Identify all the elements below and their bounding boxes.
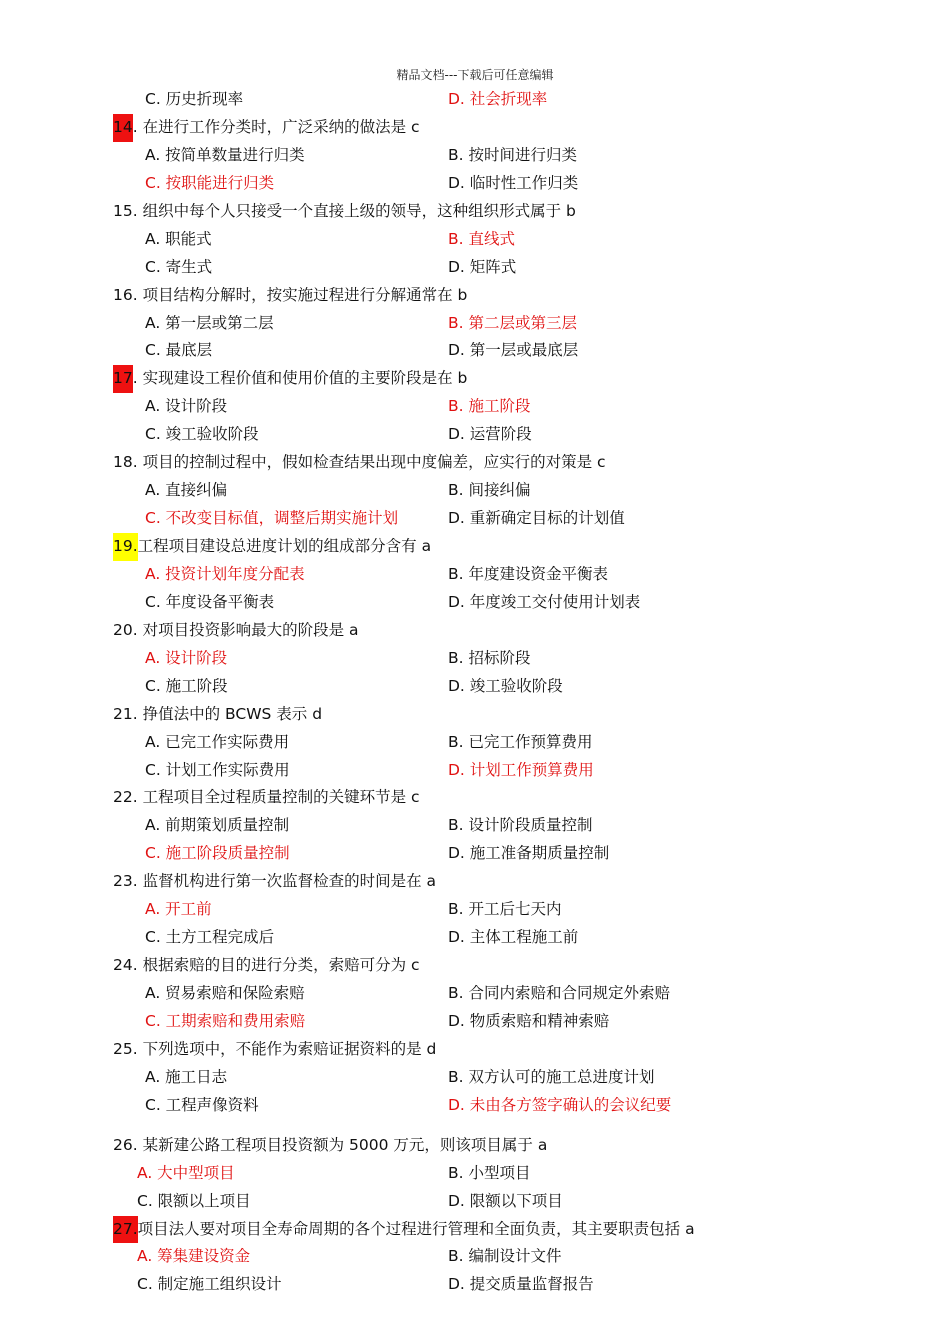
question-row (0, 449, 950, 477)
option: A. 已完工作实际费用 (145, 732, 290, 751)
question-text: . 监督机构进行第一次监督检查的时间是在 a (132, 872, 437, 891)
question-row (0, 198, 950, 226)
option: B. 设计阶段质量控制 (448, 816, 593, 835)
question-row (0, 533, 950, 561)
question-stem (113, 198, 576, 226)
option-row (0, 1160, 950, 1188)
page-header: 精品文档---下载后可任意编辑 (396, 68, 554, 82)
option: D. 临时性工作归类 (448, 173, 579, 192)
question-row (0, 868, 950, 896)
option-row (0, 840, 950, 868)
option-row (0, 729, 950, 757)
question-text: . 实现建设工程价值和使用价值的主要阶段是在 b (132, 369, 468, 388)
option: D. 第一层或最底层 (448, 341, 579, 360)
option: C. 年度设备平衡表 (145, 592, 275, 611)
question-text: 工程项目建设总进度计划的组成部分含有 a (137, 537, 432, 555)
option: D. 运营阶段 (448, 425, 532, 444)
question-row (0, 114, 950, 142)
question-stem (113, 365, 467, 393)
question-number: 20 (113, 620, 133, 639)
option-row (0, 1064, 950, 1092)
question-text: . 项目的控制过程中，假如检查结果出现中度偏差，应实行的对策是 c (132, 453, 606, 472)
question-number: 19. (113, 533, 138, 561)
option: D. 竣工验收阶段 (448, 676, 563, 695)
option-row (0, 673, 950, 701)
option-row (0, 142, 950, 170)
question-row (0, 784, 950, 812)
option: A. 第一层或第二层 (145, 313, 274, 332)
question-number: 26 (113, 1135, 133, 1154)
question-stem (113, 114, 420, 142)
option: A. 职能式 (145, 229, 212, 248)
option-row (0, 393, 950, 421)
option-row (0, 421, 950, 449)
question-row (0, 1216, 950, 1244)
correct-option: B. 施工阶段 (448, 397, 531, 416)
option-row (0, 226, 950, 254)
option: C. 工程声像资料 (145, 1095, 259, 1114)
question-stem (113, 617, 359, 645)
option-row (0, 896, 950, 924)
option-row (0, 645, 950, 673)
option-row (0, 86, 950, 114)
correct-option: B. 直线式 (448, 229, 515, 248)
correct-option: A. 开工前 (145, 900, 212, 919)
option: B. 合同内索赔和合同规定外索赔 (448, 984, 670, 1002)
question-number: 21 (113, 704, 133, 723)
question-text: . 挣值法中的 BCWS 表示 d (132, 704, 323, 723)
correct-option: A. 筹集建设资金 (137, 1247, 251, 1266)
question-number: 17 (113, 365, 133, 393)
option: B. 年度建设资金平衡表 (448, 564, 608, 583)
question-text: 项目法人要对项目全寿命周期的各个过程进行管理和全面负责，其主要职责包括 a (137, 1219, 695, 1238)
option: A. 设计阶段 (145, 397, 228, 416)
option: B. 按时间进行归类 (448, 145, 577, 164)
option: B. 招标阶段 (448, 648, 531, 667)
option: D. 限额以下项目 (448, 1191, 563, 1210)
option: A. 直接纠偏 (145, 481, 228, 500)
question-text: . 工程项目全过程质量控制的关键环节是 c (132, 788, 420, 807)
option-row (0, 757, 950, 785)
option: B. 小型项目 (448, 1163, 531, 1182)
question-row (0, 952, 950, 980)
correct-option: D. 社会折现率 (448, 90, 548, 108)
option-row (0, 1008, 950, 1036)
question-stem (113, 449, 606, 477)
correct-option: A. 大中型项目 (137, 1163, 235, 1182)
question-text: . 组织中每个人只接受一个直接上级的领导，这种组织形式属于 b (132, 201, 576, 220)
correct-option: C. 施工阶段质量控制 (145, 844, 290, 863)
option: C. 施工阶段 (145, 676, 228, 695)
option-row (0, 170, 950, 198)
option-row (0, 337, 950, 365)
question-stem (113, 952, 420, 980)
option-row (0, 477, 950, 505)
question-number: 16 (113, 285, 133, 304)
question-stem (113, 784, 420, 812)
option: D. 主体工程施工前 (448, 928, 579, 947)
option: C. 竣工验收阶段 (145, 425, 259, 444)
option-row (0, 812, 950, 840)
option: D. 矩阵式 (448, 257, 517, 276)
option-row (0, 561, 950, 589)
question-number: 18 (113, 453, 133, 472)
question-text: . 某新建公路工程项目投资额为 5000 万元，则该项目属于 a (132, 1135, 548, 1154)
question-row (0, 701, 950, 729)
question-row (0, 1036, 950, 1064)
option-row (0, 1188, 950, 1216)
option-row (0, 310, 950, 338)
option: D. 年度竣工交付使用计划表 (448, 592, 641, 611)
option: B. 双方认可的施工总进度计划 (448, 1067, 655, 1086)
option-row (0, 1092, 950, 1120)
question-text: . 在进行工作分类时，广泛采纳的做法是 c (132, 117, 420, 136)
question-list (0, 86, 950, 1299)
option: C. 土方工程完成后 (145, 928, 275, 947)
correct-option: A. 设计阶段 (145, 648, 228, 667)
question-number: 25 (113, 1039, 133, 1058)
option: A. 按简单数量进行归类 (145, 145, 305, 164)
question-number: 14 (113, 114, 133, 142)
question-number: 15 (113, 201, 133, 220)
question-stem (113, 701, 322, 729)
question-stem (113, 1216, 695, 1244)
option: D. 重新确定目标的计划值 (448, 509, 625, 528)
option-row (0, 1271, 950, 1299)
question-text: . 根据索赔的目的进行分类，索赔可分为 c (132, 956, 420, 975)
question-text: . 对项目投资影响最大的阶段是 a (132, 620, 359, 639)
option: C. 限额以上项目 (137, 1191, 251, 1210)
question-stem (113, 1132, 547, 1160)
option-row (0, 980, 950, 1008)
question-stem (113, 282, 467, 310)
option: A. 贸易索赔和保险索赔 (145, 984, 305, 1002)
option: B. 编制设计文件 (448, 1247, 562, 1266)
question-row (0, 617, 950, 645)
question-number: 22 (113, 788, 133, 807)
option: D. 施工准备期质量控制 (448, 844, 610, 863)
question-number: 24 (113, 956, 133, 975)
question-row (0, 1132, 950, 1160)
correct-option: D. 未由各方签字确认的会议纪要 (448, 1095, 672, 1114)
question-row (0, 365, 950, 393)
question-text: . 下列选项中，不能作为索赔证据资料的是 d (132, 1039, 437, 1058)
correct-option: C. 按职能进行归类 (145, 173, 275, 192)
question-number: 27. (113, 1216, 138, 1244)
question-text: . 项目结构分解时，按实施过程进行分解通常在 b (132, 285, 468, 304)
correct-option: A. 投资计划年度分配表 (145, 564, 305, 583)
correct-option: C. 工期索赔和费用索赔 (145, 1011, 306, 1030)
question-row (0, 282, 950, 310)
option: A. 施工日志 (145, 1067, 228, 1086)
option-row (0, 505, 950, 533)
option: D. 物质索赔和精神索赔 (448, 1011, 610, 1030)
option: B. 已完工作预算费用 (448, 732, 593, 751)
option-row (0, 1243, 950, 1271)
option: C. 制定施工组织设计 (137, 1275, 282, 1294)
question-stem (113, 1036, 436, 1064)
question-stem (113, 868, 436, 896)
option-row (0, 254, 950, 282)
option: C. 寄生式 (145, 257, 213, 276)
option-row (0, 589, 950, 617)
question-number: 23 (113, 872, 133, 891)
option: A. 前期策划质量控制 (145, 816, 290, 835)
option: B. 间接纠偏 (448, 481, 531, 500)
correct-option: D. 计划工作预算费用 (448, 760, 594, 779)
option: C. 计划工作实际费用 (145, 760, 290, 779)
correct-option: C. 不改变目标值，调整后期实施计划 (145, 509, 399, 528)
option-row (0, 924, 950, 952)
option: B. 开工后七天内 (448, 900, 562, 919)
option: C. 最底层 (145, 341, 213, 360)
option: D. 提交质量监督报告 (448, 1275, 594, 1294)
question-stem (113, 533, 431, 561)
correct-option: B. 第二层或第三层 (448, 313, 577, 332)
option: C. 历史折现率 (145, 90, 244, 108)
